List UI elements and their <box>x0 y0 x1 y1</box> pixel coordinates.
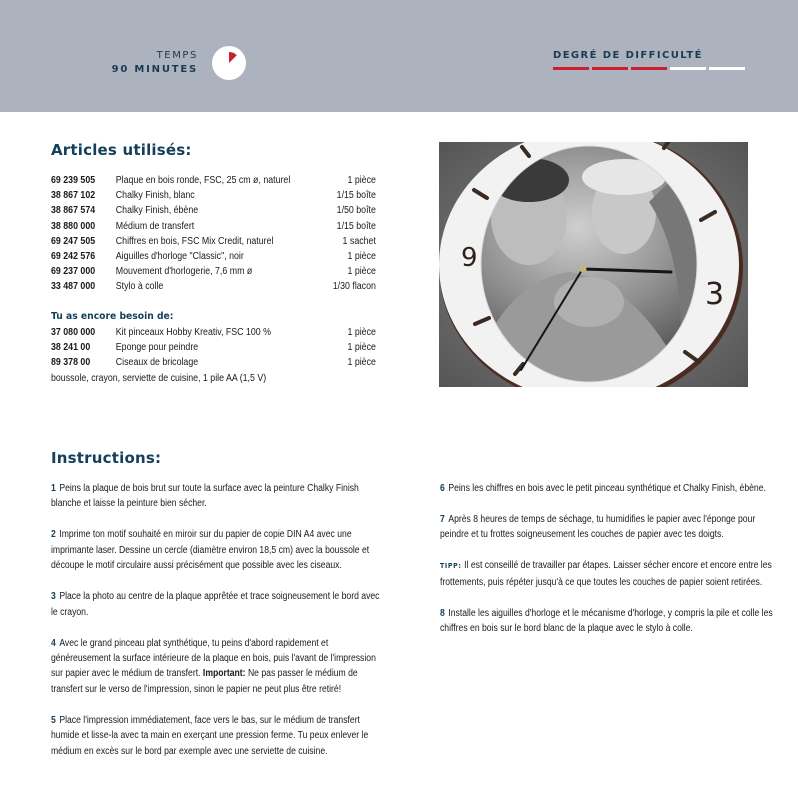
step-8 <box>440 606 774 637</box>
numeral-three: 3 <box>705 277 725 312</box>
article-number: 33 487 000 <box>51 281 96 293</box>
timer-pie-icon <box>212 46 246 80</box>
step-2 <box>51 527 385 573</box>
article-description: Eponge pour peindre <box>115 342 199 354</box>
article-quantity: 1 pièce <box>347 251 376 263</box>
tip-label: TIPP: <box>440 562 462 571</box>
difficulty-meter <box>553 67 745 70</box>
clock-photo-image <box>439 142 748 387</box>
article-description: Chiffres en bois, FSC Mix Credit, naturel <box>115 235 274 247</box>
article-row <box>51 279 376 294</box>
article-description: Chalky Finish, ébène <box>115 205 199 217</box>
important-label: Important: <box>202 668 246 680</box>
article-row <box>51 355 376 370</box>
tip-text: Il est conseillé de travailler par étapes. Laisser sécher encore et encore entre les frottements, puis répéter jusqu'à ce que toutes les couches de papier soient retirées. <box>440 560 772 588</box>
article-number: 38 867 574 <box>51 205 96 217</box>
difficulty-segment <box>709 67 745 70</box>
article-number: 69 242 576 <box>51 251 96 263</box>
article-quantity: 1/30 flacon <box>332 281 376 293</box>
extras-note: boussole, crayon, serviette de cuisine, 1 pile AA (1,5 V) <box>51 372 267 384</box>
instructions-title: Instructions: <box>51 449 162 467</box>
header-band <box>0 0 798 112</box>
article-description: Mouvement d'horlogerie, 7,6 mm ø <box>115 266 253 278</box>
step-text: Après 8 heures de temps de séchage, tu humidifies le papier avec l'éponge pour peindre et tu frottes soigneusement les couches de papier avec tes doigts. <box>440 514 756 541</box>
step-number: 7 <box>440 514 445 525</box>
article-number: 37 080 000 <box>51 327 96 338</box>
difficulty-segment <box>670 67 706 70</box>
step-5 <box>51 713 385 759</box>
article-quantity: 1 pièce <box>347 342 376 354</box>
article-number: 89 378 00 <box>51 357 91 369</box>
article-description: Stylo à colle <box>115 281 164 293</box>
difficulty-info <box>553 49 745 70</box>
step-text: Avec le grand pinceau plat synthétique, tu peins d'abord rapidement et généreusement la surface intérieure de la plaque en bois, puis l'avant de l'impression sur papier avec le médium de transfert. <box>51 637 376 680</box>
tip <box>440 558 774 590</box>
article-description: Médium de transfert <box>115 220 195 232</box>
article-description: Kit pinceaux Hobby Kreativ, FSC 100 % <box>115 327 271 338</box>
article-description: Ciseaux de bricolage <box>115 357 199 369</box>
article-quantity: 1 pièce <box>347 175 376 186</box>
step-text: Installe les aiguilles d'horloge et le mécanisme d'horloge, y compris la pile et colle les chiffres en bois sur le bord blanc de la plaque avec le stylo à colle. <box>440 607 773 635</box>
difficulty-segment <box>592 67 628 70</box>
numeral-nine: 9 <box>461 243 478 273</box>
instructions-right-column <box>440 481 780 652</box>
step-text: Place la photo au centre de la plaque apprêtée et trace soigneusement le bord avec le crayon. <box>51 591 380 618</box>
extras-title: Tu as encore besoin de: <box>51 311 174 322</box>
article-description: Chalky Finish, blanc <box>115 190 195 202</box>
time-label: TEMPS <box>156 50 198 61</box>
article-row <box>51 173 376 188</box>
step-number: 4 <box>51 637 56 649</box>
step-text: Peins la plaque de bois brut sur toute la surface avec la peinture Chalky Finish blanche et laisse la peinture bien sécher. <box>51 483 359 510</box>
article-description: Aiguilles d'horloge "Classic", noir <box>115 251 244 263</box>
time-value: 90 MINUTES <box>111 64 198 75</box>
article-row <box>51 219 376 234</box>
step-3 <box>51 589 385 620</box>
article-row <box>51 264 376 279</box>
article-list <box>51 173 376 295</box>
step-7 <box>440 512 774 543</box>
article-quantity: 1 pièce <box>347 327 376 338</box>
step-number: 3 <box>51 591 56 603</box>
article-quantity: 1/15 boîte <box>336 190 376 202</box>
difficulty-segment <box>631 67 667 70</box>
article-row <box>51 234 376 249</box>
article-number: 38 241 00 <box>51 342 91 354</box>
difficulty-segment <box>553 67 589 70</box>
article-number: 38 867 102 <box>51 190 96 202</box>
time-info <box>112 49 198 77</box>
step-text: Peins les chiffres en bois avec le petit pinceau synthétique et Chalky Finish, ébène. <box>448 483 766 494</box>
step-6 <box>440 481 774 496</box>
article-row <box>51 188 376 203</box>
extras-list <box>51 325 376 386</box>
article-quantity: 1/15 boîte <box>336 220 376 232</box>
article-number: 38 880 000 <box>51 220 96 232</box>
step-number: 1 <box>51 483 56 494</box>
step-number: 5 <box>51 714 56 726</box>
clock-center <box>580 266 587 273</box>
article-number: 69 247 505 <box>51 235 96 247</box>
article-row <box>51 340 376 355</box>
article-quantity: 1 pièce <box>347 357 376 369</box>
step-4 <box>51 636 385 698</box>
article-row <box>51 325 376 340</box>
step-1 <box>51 481 385 512</box>
article-number: 69 237 000 <box>51 266 96 278</box>
instructions-left-column <box>51 481 391 775</box>
step-text: Imprime ton motif souhaité en miroir sur du papier de copie DIN A4 avec une imprimante laser. Dessine un cercle (diamètre environ 18,5 cm) avec la boussole et découpe le motif circulaire aussi précisément que possible avec les ciseaux. <box>51 529 370 572</box>
step-text: Place l'impression immédiatement, face vers le bas, sur le médium de transfert humide et lisse-la avec ta main en exerçant une pression ferme. Tu peux enlever le médium en excès sur le bord par exemple avec une serviette de cuisine. <box>51 714 369 757</box>
article-quantity: 1 sachet <box>342 235 376 247</box>
article-row <box>51 203 376 218</box>
article-row <box>51 249 376 264</box>
articles-title: Articles utilisés: <box>51 141 192 159</box>
step-number: 8 <box>440 607 445 619</box>
article-number: 69 239 505 <box>51 175 96 186</box>
difficulty-label: DEGRÉ DE DIFFICULTÉ <box>553 50 703 61</box>
article-quantity: 1/50 boîte <box>336 205 376 217</box>
step-number: 6 <box>440 483 445 494</box>
article-quantity: 1 pièce <box>347 266 376 278</box>
step-number: 2 <box>51 529 56 541</box>
article-description: Plaque en bois ronde, FSC, 25 cm ø, naturel <box>115 175 291 186</box>
clock-photo <box>439 142 748 387</box>
important-text: Ne pas passer le médium de transfert sur le verso de l'impression, sinon le papier ne peut plus être retiré! <box>51 668 358 695</box>
